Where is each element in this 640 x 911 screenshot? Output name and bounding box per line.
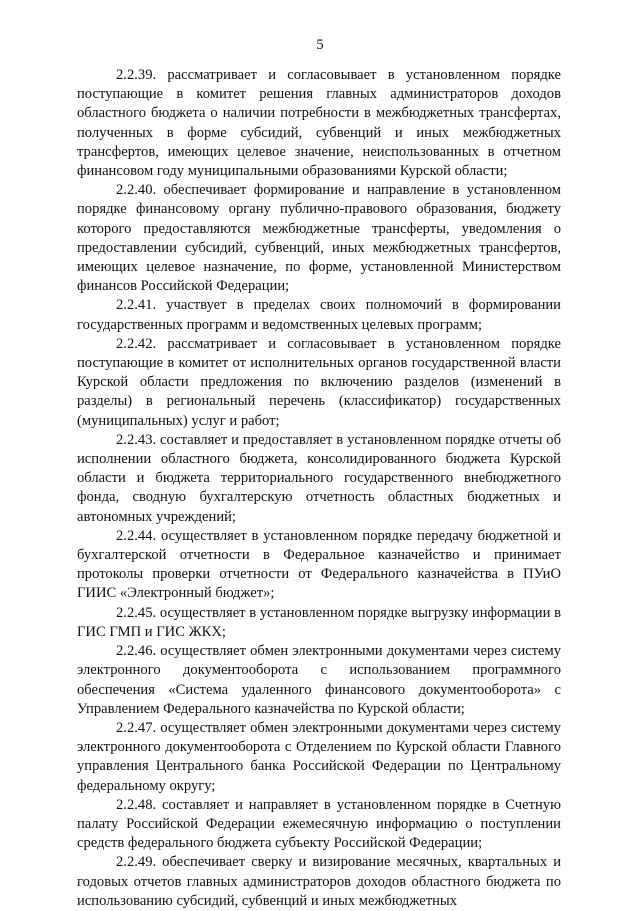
paragraph-2-2-42: 2.2.42. рассматривает и согласовывает в установленном порядке поступающие в комитет от исполнительных органов государственной власти Курской области предложения по включению разделов (изменений в разделы) в региональный перечень (классификатор) государственных (муниципальных) услуг и работ; (77, 335, 561, 429)
paragraph-2-2-43: 2.2.43. составляет и предоставляет в установленном порядке отчеты об исполнении областного бюджета, консолидированного бюджета Курской области и бюджета территориального государственного внебюджетного фонда, сводную бухгалтерскую отчетность областных бюджетных и автономных учреждений; (77, 431, 561, 525)
paragraph-2-2-41: 2.2.41. участвует в пределах своих полномочий в формировании государственных программ и ведомственных целевых программ; (77, 297, 561, 333)
paragraph-2-2-47: 2.2.47. осуществляет обмен электронными документами через систему электронного документооборота с Отделением по Курской области Главного управления Центрального банка Российской Федерации по Центральному федеральному округу; (77, 719, 561, 794)
paragraph-2-2-45: 2.2.45. осуществляет в установленном порядке выгрузку информации в ГИС ГМП и ГИС ЖКХ; (77, 604, 561, 640)
page-number: 5 (316, 37, 324, 53)
paragraph-2-2-46: 2.2.46. осуществляет обмен электронными документами через систему электронного документооборота с использованием программного обеспечения «Система удаленного финансового документооборота» с Управлением Федерального казначейства по Курской области; (77, 643, 561, 717)
paragraph-2-2-39: 2.2.39. рассматривает и согласовывает в установленном порядке поступающие в комитет решения главных администраторов доходов областного бюджета о наличии потребности в межбюджетных трансфертах, полученных в форме субсидий, субвенций и иных межбюджетных трансфертов, имеющих целевое значение, неиспользованных в отчетном финансовом году муниципальными образованиями Курской области; (77, 67, 561, 180)
paragraph-2-2-48: 2.2.48. составляет и направляет в установленном порядке в Счетную палату Российской Федерации ежемесячную информацию о поступлении средств федерального бюджета субъекту Российской Федерации; (77, 796, 561, 852)
document-body (77, 66, 561, 911)
paragraph-2-2-44: 2.2.44. осуществляет в установленном порядке передачу бюджетной и бухгалтерской отчетности в Федеральное казначейство и принимает протоколы проверки отчетности от Федерального казначейства в ПУиО ГИИС «Электронный бюджет»; (77, 527, 561, 602)
paragraph-2-2-40: 2.2.40. обеспечивает формирование и направление в установленном порядке финансовому органу публично-правового образования, бюджету которого предоставляются межбюджетные трансферты, уведомления о предоставлении субсидий, субвенций, иных межбюджетных трансфертов, имеющих целевое назначение, по форме, установленной Министерством финансов Российской Федерации; (77, 182, 561, 295)
paragraph-2-2-49: 2.2.49. обеспечивает сверку и визирование месячных, квартальных и годовых отчетов главных администраторов доходов областного бюджета по использованию субсидий, субвенций и иных межбюджетных (77, 854, 561, 909)
